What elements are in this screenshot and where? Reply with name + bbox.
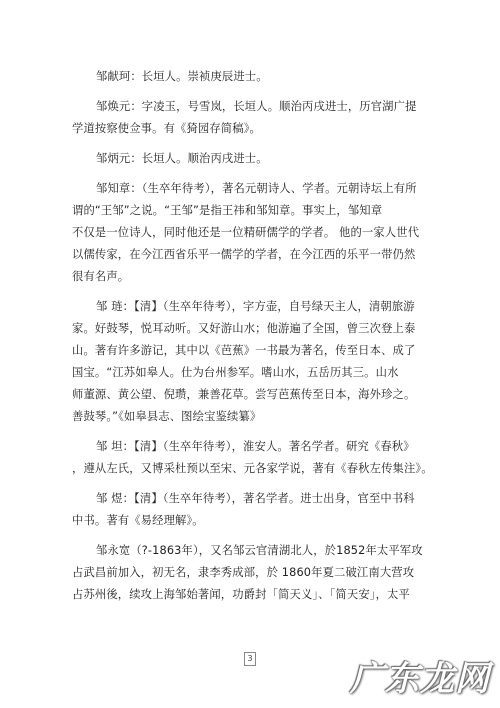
text-line: 国宝。“江苏如皋人。仕为台州参军。嗜山水，五岳历其三。山水 xyxy=(72,366,399,379)
paragraph-zou-yongkuan xyxy=(72,540,423,606)
text-line: 山。著有许多游记，其中以《芭蕉》一书最为著名，传至日本、成了 xyxy=(72,344,416,357)
text-line: 善鼓琴。”《如皋县志、图绘宝鉴续纂》 xyxy=(72,410,262,423)
paragraph-zou-lian xyxy=(72,296,416,428)
text-line: 邹 琏：【清】（生卒年待考），字方壶，自号绿天主人，清朝旅游 xyxy=(96,300,415,313)
text-line: 占苏州後，续攻上海邹始著闻，功爵封「简天义」、「简天安」，太平 xyxy=(72,588,410,601)
text-line: 以儒传家，在今江西省乐平一儒学的学者，在今江西的乐平一带仍然 xyxy=(72,248,416,261)
text-line: 家。好鼓琴，悦耳动听。又好游山水；他游遍了全国，曾三次登上泰 xyxy=(72,322,416,335)
paragraph-zou-yu xyxy=(72,488,415,532)
text-line: 不仅是一位诗人，同时他还是一位精研儒学的学者。 他的一家人世代 xyxy=(72,226,420,239)
text-line: 邹焕元：字凌玉，号雪岚，长垣人。顺治丙戌进士，历官湖广提 xyxy=(96,100,417,113)
text-line: 师董源、黄公望、倪瓒，兼善花草。尝写芭蕉传至日本，海外珍之。 xyxy=(72,388,416,401)
paragraph-zou-zhizhang xyxy=(72,178,420,288)
text-line: 邹知章：（生卒年待考），著名元朝诗人、学者。元朝诗坛上有所 xyxy=(96,182,417,195)
text-line: 学道按察使佥事。有《猗园存简稿》。 xyxy=(72,122,261,135)
page-number: 3 xyxy=(244,652,256,666)
watermark-logo: 广东龙网 xyxy=(350,659,490,699)
text-line: 占武昌前加入，初无名，隶李秀成部，於 1860年夏二破江南大营攻 xyxy=(72,566,415,579)
text-line: 邹 坦：【清】（生卒年待考），淮安人。著名学者。研究《春秋》 xyxy=(96,440,415,453)
paragraph-zou-tan xyxy=(72,436,433,480)
paragraph-zou-huanyuan xyxy=(72,96,417,140)
text-line: 很有名声。 xyxy=(72,270,130,283)
text-line: ，遵从左氏，又博采杜预以至宋、元各家学说，著有《春秋左传集注》。 xyxy=(72,462,433,475)
document-body xyxy=(72,66,433,614)
paragraph-zou-bingyuan xyxy=(72,148,404,170)
paragraph-zou-xianke xyxy=(72,66,404,88)
text-line: 邹 煜：【清】（生卒年待考），著名学者。进士出身，官至中书科 xyxy=(96,492,415,505)
text-line: 邹炳元：长垣人。顺治丙戌进士。 xyxy=(96,152,268,165)
text-line: 邹永宽（?-1863年），又名邹云官清湖北人，於1852年太平军攻 xyxy=(96,544,423,557)
text-line: 中书。著有《易经理解》。 xyxy=(72,514,204,527)
text-line: 谓的“王邹”之说。“王邹”是指王祎和邹知章。事实上，邹知章 xyxy=(72,204,383,217)
text-line: 邹献珂：长垣人。崇祯庚辰进士。 xyxy=(96,70,268,83)
